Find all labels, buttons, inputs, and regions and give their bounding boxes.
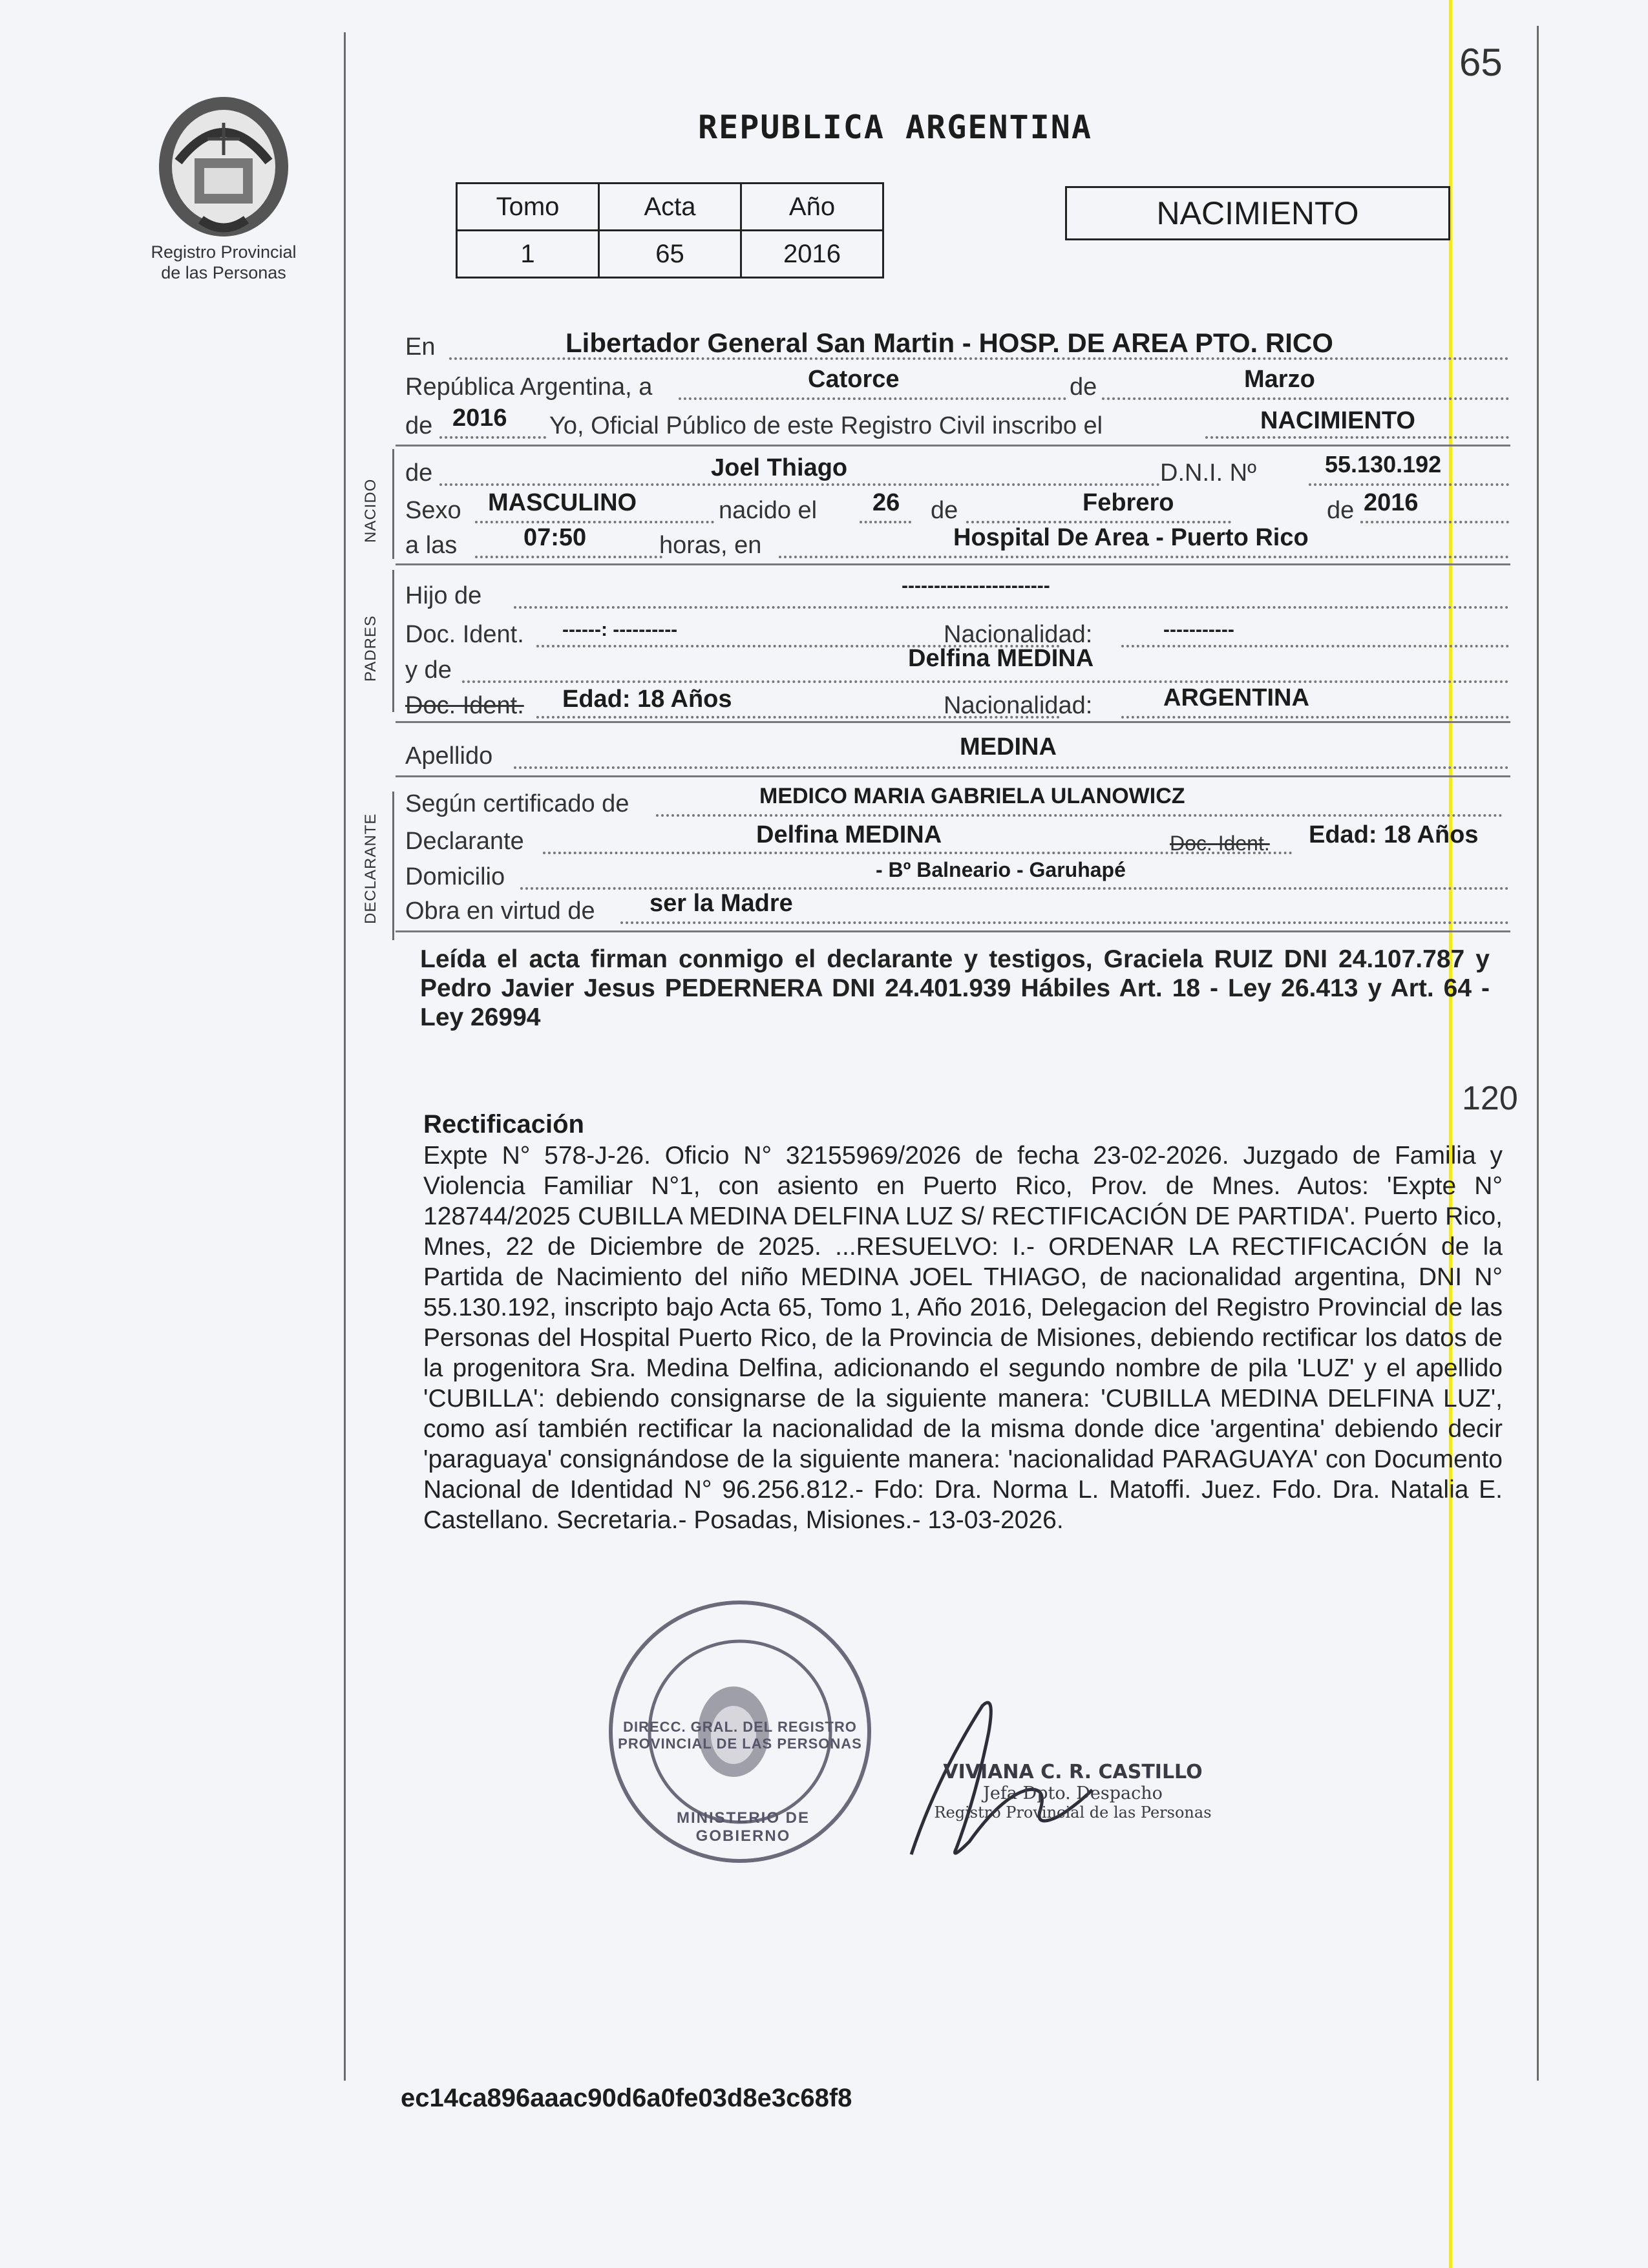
father-nac-dots	[1121, 645, 1509, 647]
year-dots	[439, 436, 546, 439]
country-title: REPUBLICA ARGENTINA	[698, 109, 1092, 146]
hora-dots	[475, 556, 662, 558]
en-row	[404, 326, 1509, 365]
registry-logo	[153, 90, 295, 239]
en-label: En	[405, 333, 436, 361]
obra-dots	[620, 921, 1509, 924]
dni-value: 55.130.192	[1325, 451, 1442, 478]
apellido-row	[404, 735, 1509, 774]
sexo-value: MASCULINO	[488, 489, 637, 516]
nacido-de-label: de	[405, 459, 433, 487]
birth-de-label-1: de	[931, 497, 958, 524]
birth-year-value: 2016	[1364, 489, 1419, 516]
mother-nac-label: Nacionalidad:	[944, 692, 1093, 719]
obra-value: ser la Madre	[650, 890, 793, 917]
yde-label: y de	[405, 656, 452, 684]
inscribe-dots	[1205, 436, 1509, 439]
place-dots	[779, 556, 1509, 558]
apellido-label: Apellido	[405, 742, 493, 770]
stamp-ring-text: DIRECC. GRAL. DEL REGISTRO PROVINCIAL DE LAS PERSONAS	[618, 1719, 862, 1752]
sexo-row	[404, 490, 1509, 529]
obra-label: Obra en virtud de	[405, 898, 595, 925]
section-divider-4	[396, 775, 1510, 777]
birth-place-value: Hospital De Area - Puerto Rico	[953, 524, 1309, 551]
signer-title: Jefa Dpto. Despacho	[983, 1783, 1163, 1803]
province-seal-icon	[153, 90, 295, 239]
year-de-label: de	[405, 412, 433, 439]
child-name-value: Joel Thiago	[711, 454, 848, 481]
declarante-row	[404, 821, 1509, 859]
logo-caption-line2: de las Personas	[161, 263, 286, 282]
mother-doc-label: Doc. Ident.	[405, 692, 524, 719]
birth-day-value: 26	[872, 489, 900, 516]
padres-section-label: PADRES	[362, 615, 379, 682]
republica-label: República Argentina, a	[405, 373, 653, 401]
year-row	[404, 405, 1509, 444]
section-divider-5	[396, 930, 1510, 932]
yde-row	[404, 645, 1509, 688]
hora-row	[404, 525, 1509, 563]
padres-bar	[392, 570, 394, 712]
left-margin-line	[344, 32, 346, 2081]
nacido-el-label: nacido el	[719, 497, 818, 524]
mother-nac-dots	[1121, 716, 1509, 719]
segun-label: Según certificado de	[405, 790, 629, 817]
mother-value: Delfina MEDINA	[908, 645, 1094, 672]
declarante-section-label: DECLARANTE	[362, 813, 379, 924]
nacido-bar	[392, 449, 394, 559]
segun-row	[404, 783, 1509, 822]
closing-text: Leída el acta firman conmigo el declarante y testigos, Graciela RUIZ DNI 24.107.787 y Pedro Javier Jesus PEDERNERA DNI 24.401.939 Hábiles Art. 18 - Ley 26.413 y Art. 64 - Ley 26994	[420, 945, 1490, 1031]
yde-dots	[462, 680, 1509, 683]
birth-time-value: 07:50	[523, 524, 587, 551]
dni-dots	[1309, 483, 1509, 486]
segun-value: MEDICO MARIA GABRIELA ULANOWICZ	[759, 784, 1185, 808]
domicilio-value: - Bº Balneario - Garuhapé	[876, 858, 1126, 881]
section-divider-3	[396, 721, 1510, 723]
father-doc-value: ------: ----------	[562, 619, 678, 640]
registry-table	[456, 182, 884, 278]
declarante-label: Declarante	[405, 828, 524, 855]
table-value-acta: 65	[599, 231, 741, 278]
table-header-tomo: Tomo	[457, 184, 599, 231]
hijo-label: Hijo de	[405, 582, 482, 609]
inscribe-value: NACIMIENTO	[1260, 407, 1415, 434]
mother-doc-value: Edad: 18 Años	[562, 686, 732, 713]
domicilio-label: Domicilio	[405, 863, 505, 890]
table-header-anio: Año	[741, 184, 883, 231]
document-hash: ec14ca896aaac90d6a0fe03d8e3c68f8	[401, 2084, 852, 2112]
logo-caption-line1: Registro Provincial	[151, 242, 297, 262]
declarante-value: Delfina MEDINA	[756, 821, 942, 848]
yo-text: Yo, Oficial Público de este Registro Civil inscribo el	[549, 412, 1103, 439]
table-value-anio: 2016	[741, 231, 883, 278]
day-value: Catorce	[808, 366, 900, 393]
nacido-name-row	[404, 452, 1509, 491]
dni-label: D.N.I. Nº	[1160, 459, 1256, 487]
sexo-label: Sexo	[405, 497, 461, 524]
hijo-dots	[514, 606, 1509, 609]
rectificacion-body: Expte N° 578-J-26. Oficio N° 32155969/2026 de fecha 23-02-2026. Juzgado de Familia y Violencia Familiar N°1, con asiento en Puerto Rico, Prov. de Mnes. Autos: 'Expte N° 128744/2025 CUBILLA MEDINA DELFINA LUZ S/ RECTIFICACIÓN DE PARTIDA'. Puerto Rico, Mnes, 22 de Diciembre de 2025. ...RESUELVO: I.- ORDENAR LA RECTIFICACIÓN de la Partida de Nacimiento del niño MEDINA JOEL THIAGO, de nacionalidad argentina, DNI N° 55.130.192, inscripto bajo Acta 65, Tomo 1, Año 2016, Delegacion del Registro Provincial de las Personas del Hospital Puerto Rico, de la Provincia de Misiones, debiendo rectificar los datos de la progenitora Sra. Medina Delfina, adicionando el segundo nombre de pila 'LUZ' y el apellido 'CUBILLA': debiendo consignarse de la siguiente manera: 'CUBILLA MEDINA DELFINA LUZ', como así también rectificar la nacionalidad de la misma donde dice 'argentina' debiendo decir 'paraguaya' consignándose de la siguiente manera: 'nacionalidad PARAGUAYA' con Documento Nacional de Identidad N° 96.256.812.- Fdo: Dra. Norma L. Matoffi. Juez. Fdo. Dra. Natalia E. Castellano. Secretaria.- Posadas, Misiones.- 13-03-2026.	[423, 1142, 1503, 1534]
page-number: 65	[1459, 41, 1503, 84]
signer-org: Registro Provincial de las Personas	[934, 1803, 1212, 1822]
en-value: Libertador General San Martin - HOSP. DE AREA PTO. RICO	[565, 328, 1333, 358]
apellido-dots	[514, 766, 1509, 769]
father-nac-value: -----------	[1163, 619, 1234, 640]
mother-doc-row	[404, 685, 1509, 724]
segun-dots	[656, 814, 1503, 817]
table-value-tomo: 1	[457, 231, 599, 278]
nacido-name-dots	[439, 483, 1160, 486]
signer-block	[905, 1761, 1241, 1822]
father-doc-label: Doc. Ident.	[405, 621, 524, 648]
date-dots-2	[1102, 397, 1509, 400]
year-value: 2016	[452, 404, 507, 432]
rectificacion-number: 120	[1462, 1080, 1518, 1117]
logo-caption	[127, 242, 321, 283]
horas-en-label: horas, en	[659, 532, 762, 559]
nacido-section-label: NACIDO	[362, 478, 379, 543]
table-header-acta: Acta	[599, 184, 741, 231]
a-las-label: a las	[405, 532, 458, 559]
date-dots-1	[679, 397, 1066, 400]
declarante-doc-label: Doc. Ident.	[1170, 832, 1270, 855]
date-row	[404, 366, 1509, 405]
sexo-dots	[475, 521, 714, 523]
record-type-box: NACIMIENTO	[1065, 186, 1450, 240]
father-nac-label: Nacionalidad:	[944, 621, 1093, 648]
month-de-label: de	[1070, 373, 1097, 401]
mother-nac-value: ARGENTINA	[1163, 684, 1309, 711]
stamp-inner-text: MINISTERIO DE GOBIERNO	[676, 1809, 810, 1845]
domicilio-row	[404, 856, 1509, 895]
birth-day-dots	[860, 521, 911, 523]
right-margin-line	[1537, 26, 1539, 2081]
section-divider-1	[396, 445, 1510, 446]
month-value: Marzo	[1244, 366, 1315, 393]
birth-month-value: Febrero	[1083, 489, 1174, 516]
birth-de-label-2: de	[1327, 497, 1355, 524]
father-value: -----------------------	[902, 575, 1050, 596]
declarante-bar	[392, 792, 394, 940]
birth-month-dots	[966, 521, 1231, 523]
signer-name: VIVIANA C. R. CASTILLO	[943, 1761, 1203, 1783]
declarante-doc-value: Edad: 18 Años	[1309, 821, 1479, 848]
birth-year-dots	[1360, 521, 1509, 523]
hijo-row	[404, 575, 1509, 614]
section-divider-2	[396, 563, 1510, 565]
rectificacion-title: Rectificación	[423, 1110, 584, 1139]
obra-row	[404, 890, 1509, 929]
apellido-value: MEDINA	[960, 733, 1057, 761]
